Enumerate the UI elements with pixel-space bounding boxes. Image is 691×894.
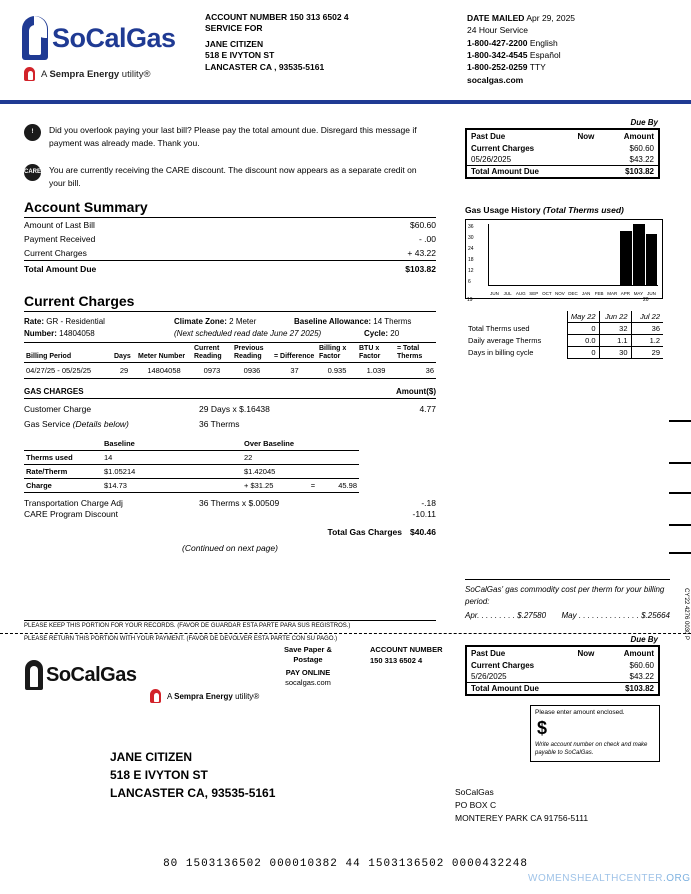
stub-due-by-label: Due By [630, 635, 658, 644]
enter-amount-label: Please enter amount enclosed. [535, 709, 625, 716]
chart-x-label: FEB [594, 291, 604, 296]
rate-therm-over: $1.42045 [242, 465, 307, 479]
phone-english[interactable]: 1-800-427-2200 [467, 37, 528, 48]
climate-zone-value: 2 Meter [229, 317, 257, 326]
ocr-scanline: 80 1503136502 000010382 44 1503136502 0000432248 [163, 858, 528, 870]
customer-street: 518 E IVYTON ST [205, 50, 275, 61]
usage-col-2: Jun 22 [599, 311, 631, 323]
phone-tty-lang: TTY [529, 62, 546, 73]
charge-total: 45.98 [319, 479, 359, 493]
current-charges-title: Current Charges [24, 293, 436, 312]
commodity-note-may: May . . . . . . . . . . . . . . $.25664 [561, 611, 670, 621]
chart-x-label: MAR [607, 291, 618, 296]
gas-usage-section [465, 205, 665, 359]
customer-charge-amount: 4.77 [419, 404, 436, 415]
cell-previous-reading: 0936 [232, 363, 272, 379]
socalgas-logo [22, 16, 192, 82]
keep-portion-note: PLEASE KEEP THIS PORTION FOR YOUR RECORDS. (FAVOR DE GUARDAR ESTA PARTE PARA SUS REGISTROS.) [24, 620, 436, 629]
stub-brand-name: SoCalGas [46, 663, 137, 686]
due-row-label: Current Charges [471, 144, 535, 153]
stub-due-total-amount: $103.82 [604, 683, 658, 695]
edge-tick [669, 524, 691, 526]
watermark-text: WOMENSHEALTHCENTER [528, 873, 663, 884]
account-summary-title: Account Summary [24, 199, 436, 218]
chart-x-label: NOV [555, 291, 565, 296]
gas-service-note: (Details below) [72, 419, 129, 430]
stub-customer-citystate: LANCASTER CA, 93535-5161 [110, 786, 276, 800]
transportation-label: Transportation Charge Adj [24, 498, 123, 509]
account-number-value: 150 313 6502 4 [289, 12, 349, 22]
remit-box: PO BOX C [455, 799, 497, 810]
pay-online-url[interactable]: socalgas.com [285, 678, 331, 688]
stub-customer-name: JANE CITIZEN [110, 750, 193, 764]
usage-cell: 29 [631, 347, 663, 359]
table-header-row [24, 343, 436, 363]
commodity-note-apr: Apr. . . . . . . . . $.27580 [465, 611, 547, 621]
gas-charges-header [24, 387, 436, 399]
therms-used-label: Therms used [24, 451, 102, 465]
col-meter-number: Meter Number [136, 343, 192, 363]
chart-ytick: 12 [468, 268, 474, 274]
sempra-word: Sempra Energy [49, 68, 120, 80]
charge-row-care-discount [24, 509, 436, 519]
stub-due-total-label: Total Amount Due [467, 683, 604, 695]
message-text: Did you overlook paying your last bill? Please pay the total amount due. Disregard this message if payment was already made. Thank you. [49, 125, 417, 148]
sempra-flame-icon [22, 66, 38, 82]
bill-header [0, 0, 691, 100]
due-row-amount: $43.22 [629, 155, 654, 164]
message-text: You are currently receiving the CARE discount. The discount now appears as a separate credit on your bill. [49, 165, 417, 188]
col-billing-factor: Billing x Factor [317, 343, 357, 363]
sempra-prefix: A [41, 68, 47, 80]
next-read-note: (Next scheduled read date June 27 2025) [174, 329, 322, 338]
cycle-value: 20 [390, 329, 400, 338]
save-paper-block [262, 645, 354, 689]
dollar-sign: $ [537, 718, 548, 738]
customer-charge-detail: 29 Days x $.16438 [199, 404, 270, 415]
chart-x-label: DEC [568, 291, 578, 296]
charge-label: Charge [24, 479, 102, 493]
stub-amount-due-box [465, 635, 660, 696]
summary-total-value: $103.82 [405, 264, 436, 274]
charge-equals: = [307, 479, 319, 493]
pay-online-label[interactable]: PAY ONLINE [285, 668, 331, 678]
current-charges-section [24, 293, 436, 553]
stub-due-row-label: 5/26/2025 [471, 672, 507, 681]
charge-row-customer-charge [24, 404, 436, 414]
cell-days: 29 [112, 363, 136, 379]
service-for-label: SERVICE FOR [205, 23, 263, 33]
col-days: Days [112, 343, 136, 363]
amount-due-box [465, 118, 660, 179]
usage-cell: 36 [631, 323, 663, 335]
sempra-prefix: A [167, 691, 172, 701]
usage-cell: 0 [567, 347, 599, 359]
stub-sempra-tagline: A Sempra Energy utility® [148, 688, 259, 704]
date-mailed-label: DATE MAILED [467, 13, 525, 23]
date-mailed-value: Apr 29, 2025 [526, 13, 576, 23]
summary-row-value: $60.60 [410, 220, 436, 230]
gas-charges-label: GAS CHARGES [24, 387, 84, 397]
chart-x-label: MAY [633, 291, 644, 296]
col-difference: = Difference [272, 343, 317, 363]
usage-row-label: Days in billing cycle [468, 348, 534, 357]
edge-tick [669, 492, 691, 494]
care-discount-amount: -10.11 [412, 509, 436, 520]
usage-cell: 1.1 [599, 335, 631, 347]
usage-cell: 0.0 [567, 335, 599, 347]
cell-difference: 37 [272, 363, 317, 379]
chart-bars [490, 224, 658, 285]
sempra-flame-icon [148, 688, 164, 704]
therms-used-baseline: 14 [102, 451, 242, 465]
cell-meter-number: 14804058 [136, 363, 192, 379]
meter-number-label: Number: [24, 329, 57, 338]
message-care-discount [24, 164, 424, 190]
cycle-label: Cycle: [364, 329, 389, 338]
due-col-past-due: Past Due [471, 132, 506, 141]
chart-x-label: OCT [542, 291, 552, 296]
usage-cell: 32 [599, 323, 631, 335]
table-row [24, 363, 436, 379]
gas-usage-title: Gas Usage History [465, 205, 541, 215]
baseline-table [24, 437, 359, 493]
cell-btu-factor: 1.039 [357, 363, 395, 379]
summary-row-label: Payment Received [24, 234, 96, 244]
summary-row-label: Amount of Last Bill [24, 220, 95, 230]
charge-row-transportation [24, 498, 436, 508]
stub-account-info [370, 645, 443, 666]
phone-spanish[interactable]: 1-800-342-4545 [467, 49, 528, 60]
side-code: CY'22 4276 0030 P [683, 588, 689, 640]
amount-col-label: Amount($) [396, 387, 436, 397]
summary-total-row [24, 260, 436, 276]
total-gas-charges-row [24, 527, 436, 537]
account-summary-section [24, 199, 436, 276]
care-icon: CARE [24, 164, 41, 181]
therms-used-over: 22 [242, 451, 307, 465]
gas-service-label: Gas Service [24, 419, 71, 430]
save-paper-line2: Postage [293, 655, 323, 665]
customer-name: JANE CITIZEN [205, 39, 264, 49]
meter-read-table [24, 342, 436, 379]
remit-city: MONTEREY PARK CA 91756-5111 [455, 812, 589, 823]
chart-x-label: SEP [529, 291, 539, 296]
gas-usage-chart [465, 219, 663, 299]
cell-billing-period: 04/27/25 - 05/25/25 [24, 363, 112, 379]
due-by-label: Due By [630, 118, 658, 127]
baseline-allowance-value: 14 Therms [373, 317, 412, 326]
total-gas-charges-label: Total Gas Charges [327, 527, 402, 538]
col-over-baseline: Over Baseline [242, 437, 307, 451]
phone-english-lang: English [529, 37, 558, 48]
col-btu-factor: BTU x Factor [357, 343, 395, 363]
total-gas-charges-amount: $40.46 [410, 527, 436, 538]
stub-customer-street: 518 E IVYTON ST [110, 768, 208, 782]
header-divider [0, 100, 691, 104]
sempra-tagline: A Sempra Energy utility® [22, 66, 192, 82]
rate-therm-baseline: $1.05214 [102, 465, 242, 479]
return-portion-note: PLEASE RETURN THIS PORTION WITH YOUR PAYMENT. (FAVOR DE DEVOLVER ESTA PARTE CON SU PAGO.) [24, 636, 338, 642]
baseline-allowance-label: Baseline Allowance: [294, 317, 372, 326]
transportation-amount: -.18 [421, 498, 436, 509]
chart-bar [620, 231, 632, 285]
chart-year-right: 20 [643, 297, 649, 303]
gas-usage-title-note: (Total Therms used) [542, 205, 624, 215]
gas-usage-table [465, 311, 663, 359]
edge-tick [669, 462, 691, 464]
contact-info [467, 12, 682, 86]
due-col-amount: Amount [623, 132, 654, 141]
chart-year-left: 19 [467, 297, 473, 303]
usage-row-label: Daily average Therms [468, 336, 542, 345]
tear-line [0, 633, 691, 634]
stub-due-row-label: Current Charges [471, 661, 535, 670]
summary-row [24, 246, 436, 260]
customer-charge-label: Customer Charge [24, 404, 92, 415]
stub-due-row-amount: $43.22 [629, 672, 654, 681]
col-total-therms: = Total Therms [395, 343, 436, 363]
usage-cell: 1.2 [631, 335, 663, 347]
usage-col-3: Jul 22 [631, 311, 663, 323]
rate-label: Rate: [24, 317, 45, 326]
account-info [205, 12, 435, 73]
col-previous-reading: Previous Reading [232, 343, 272, 363]
account-number-label: ACCOUNT NUMBER [205, 12, 288, 22]
care-discount-label: CARE Program Discount [24, 509, 119, 520]
chart-ytick: 30 [468, 235, 474, 241]
due-row-amount: $60.60 [629, 144, 654, 153]
charge-baseline: $14.73 [102, 479, 242, 493]
cell-billing-factor: 0.935 [317, 363, 357, 379]
flame-icon [25, 660, 43, 690]
chart-x-label: AUG [515, 291, 526, 296]
due-total-amount: $103.82 [604, 166, 658, 178]
col-current-reading: Current Reading [192, 343, 232, 363]
flame-icon [22, 16, 48, 60]
chart-x-label: APR [620, 291, 630, 296]
summary-row-label: Current Charges [24, 248, 87, 258]
customer-citystate: LANCASTER CA , 93535-5161 [205, 61, 325, 72]
stub-logo [25, 660, 136, 690]
message-overlook-payment [24, 124, 424, 150]
rate-therm-label: Rate/Therm [24, 465, 102, 479]
check-note: Write account number on check and make payable to SoCalGas. [535, 742, 648, 756]
chart-ytick: 24 [468, 246, 474, 252]
chart-ytick: 36 [468, 224, 474, 230]
stub-due-col-amount: Amount [623, 649, 654, 658]
alert-icon: ! [24, 124, 41, 141]
edge-tick [669, 420, 691, 422]
cell-total-therms: 36 [395, 363, 436, 379]
gas-service-detail: 36 Therms [199, 419, 240, 430]
phone-spanish-lang: Español [529, 49, 561, 60]
commodity-note-line1: SoCalGas' gas commodity cost per therm for your billing period: [465, 585, 665, 606]
climate-zone-label: Climate Zone: [174, 317, 227, 326]
summary-row-value: + 43.22 [407, 248, 436, 258]
chart-x-labels [488, 291, 658, 296]
due-col-now: Now [577, 132, 595, 141]
transportation-detail: 36 Therms x $.00509 [199, 498, 280, 509]
stub-customer-address [110, 748, 275, 802]
watermark-suffix: .ORG [662, 873, 691, 884]
usage-col-1: May 22 [567, 311, 599, 323]
rate-value: GR - Residential [46, 317, 105, 326]
chart-bar [633, 224, 645, 285]
service-hours: 24 Hour Service [467, 25, 528, 36]
charge-row-gas-service [24, 419, 436, 429]
chart-x-label: JAN [581, 291, 591, 296]
stub-due-row-amount: $60.60 [629, 661, 654, 670]
usage-row-label: Total Therms used [468, 324, 530, 333]
usage-cell: 0 [567, 323, 599, 335]
brand-name: SoCalGas [52, 22, 176, 53]
chart-x-label: JUN [490, 291, 499, 296]
website-link[interactable]: socalgas.com [467, 74, 524, 85]
stub-account-number-label: ACCOUNT NUMBER [370, 645, 443, 654]
chart-x-label: JUL [503, 291, 512, 296]
chart-x-label: JUN [647, 291, 656, 296]
stub-due-col-past-due: Past Due [471, 649, 506, 658]
charge-over: + $31.25 [242, 479, 307, 493]
usage-cell: 30 [599, 347, 631, 359]
due-row-label: 05/26/2025 [471, 155, 512, 164]
col-billing-period: Billing Period [24, 343, 112, 363]
summary-row [24, 232, 436, 246]
sempra-word: Sempra Energy [174, 691, 233, 701]
chart-ytick: 18 [468, 257, 474, 263]
due-total-label: Total Amount Due [467, 166, 604, 178]
stub-account-number: 150 313 6502 4 [370, 655, 423, 665]
enter-amount-box[interactable] [530, 705, 660, 762]
summary-row [24, 218, 436, 232]
commodity-cost-note [465, 579, 670, 622]
chart-ytick: 6 [468, 279, 471, 285]
remit-name: SoCalGas [455, 787, 494, 797]
summary-total-label: Total Amount Due [24, 264, 97, 274]
sempra-suffix: utility [235, 691, 254, 701]
continued-note: (Continued on next page) [182, 543, 278, 554]
watermark [528, 873, 691, 884]
edge-tick [669, 552, 691, 554]
meter-number-value: 14804058 [59, 329, 95, 338]
summary-row-value: - .00 [418, 234, 436, 244]
col-baseline: Baseline [102, 437, 242, 451]
phone-tty[interactable]: 1-800-252-0259 [467, 62, 528, 73]
chart-bar [646, 234, 658, 285]
stub-due-col-now: Now [577, 649, 595, 658]
save-paper-line1: Save Paper & [284, 645, 332, 654]
cell-current-reading: 0973 [192, 363, 232, 379]
sempra-suffix: utility [121, 68, 144, 80]
remittance-address [455, 786, 588, 824]
